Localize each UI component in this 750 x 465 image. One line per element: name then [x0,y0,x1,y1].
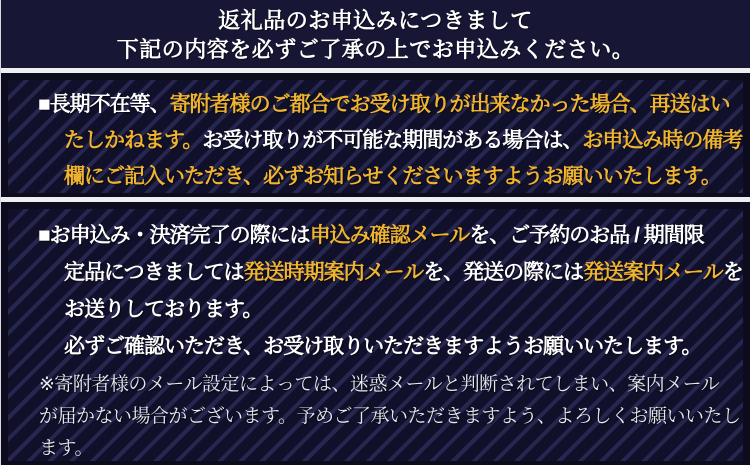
pickup-notice-text: ■長期不在等、寄附者様のご都合でお受け取りが出来なかった場合、再送はい たしかねます。お受け取りが不可能な期間がある場合は、お申込み時の備考 欄にご記入いただき、必ずお知らせくださいますようお願いいたします。 [38,93,743,188]
notice-header [1,0,750,68]
striped-background-1 [8,80,743,193]
mail-notice-text: ■お申込み・決済完了の際には申込み確認メールを、ご予約のお品 / 期間限 定品につきましては発送時期案内メールを、発送の際には発送案内メールを お送りしております。 必ずご確認いただき、お受け取りいただきますようお願いいたします。 [38,224,743,358]
notice-box-mail [1,202,750,465]
mail-notice-footnote: ※寄附者様のメール設定によっては、迷惑メールと判断されてしまい、案内メール が届かない場合がございます。予めご了承いただきますよう、よろしくお願いいたし ます。 [39,374,741,459]
header-title-line-2: 下記の内容を必ずご了承の上でお申込みください。 [116,36,635,62]
striped-background-2 [8,209,743,461]
header-title-line-1: 返礼品のお申込みにつきまして [218,7,533,33]
notice-box-pickup [1,73,750,197]
